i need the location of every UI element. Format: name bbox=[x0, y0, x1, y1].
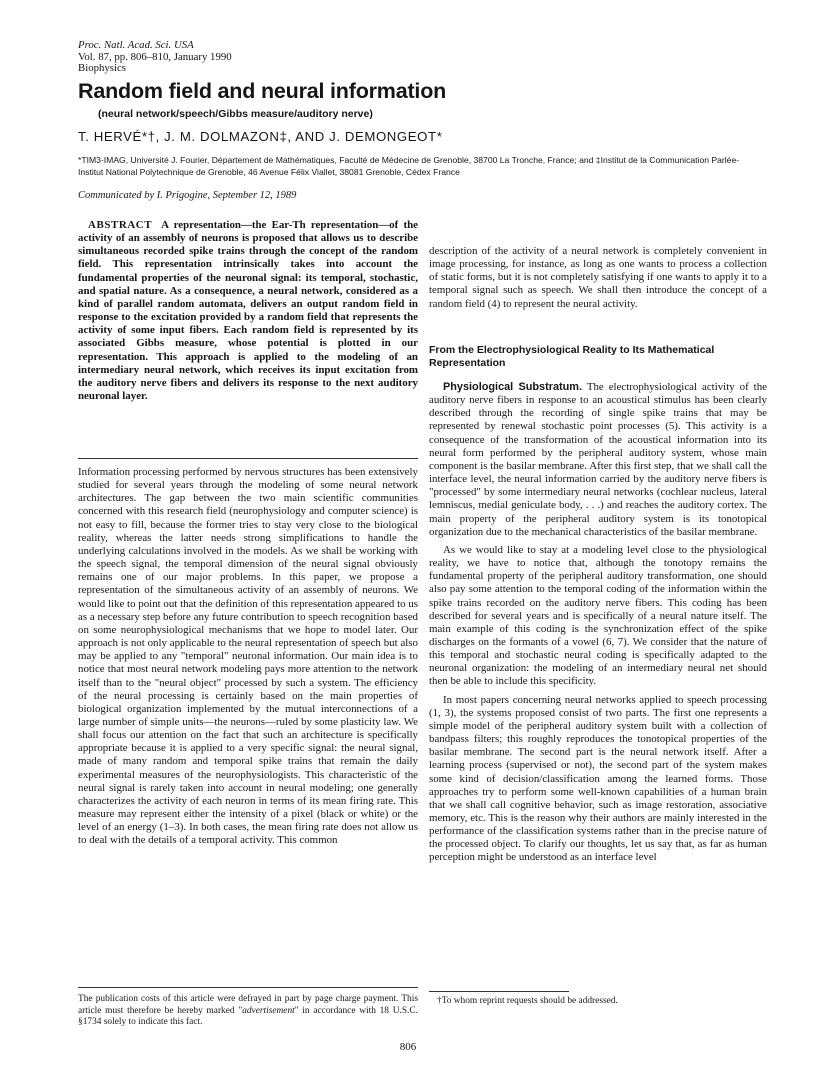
publication-note-text: The publication costs of this article were defrayed in part by page charge payment. This article must therefore be hereby marked " bbox=[78, 994, 418, 1016]
publication-note-text-end: " in accordance with 18 U.S.C. §1734 solely to indicate this fact. bbox=[78, 1005, 418, 1027]
journal-name: Proc. Natl. Acad. Sci. USA bbox=[78, 39, 194, 51]
abstract-label: ABSTRACT bbox=[88, 219, 153, 231]
volume-info: Vol. 87, pp. 806–810, January 1990 bbox=[78, 50, 232, 63]
footnote-divider-right bbox=[429, 991, 569, 992]
affiliation: *TIM3-IMAG, Université J. Fourier, Département de Mathématiques, Faculté de Médecine de Grenoble, 38700 La Tronche, France; and ‡Institut de la Communication Parlée-Institut National Polytechnique de Grenoble, 46 Avenue Félix Viallet, 38081 Grenoble, Cédex France bbox=[78, 155, 740, 177]
journal-header bbox=[78, 40, 232, 75]
section-label: Biophysics bbox=[78, 62, 126, 75]
right-column-top bbox=[429, 245, 767, 311]
physiological-paragraph bbox=[429, 381, 767, 539]
right-top-paragraph: description of the activity of a neural network is completely convenient in image processing, for instance, as long as one wants to process a collection of static forms, but it is not completely satisfying if one wants to apply it to a temporal signal such as speech. We shall then introduce the concept of a random field (4) to represent the neural activity. bbox=[429, 245, 767, 310]
article-title: Random field and neural information bbox=[78, 79, 447, 103]
intro-paragraph: Information processing performed by nervous structures has been extensively studied for several years through the modeling of some neural network architectures. The gap between the two main scientific communities concerned with this research field (neurophysiology and computer science) is not easy to fill, because the former tries to stay very close to the biological reality, whereas the latter needs strong simplifications to handle the underlying calculations involved in the models. As we shall be working with the speech signal, the temporal dimension of the neural signal obviously remains one of our major problems. In this paper, we propose a representation of the simultaneous activity of an assembly of neurons. We would like to point out that the definition of this representation appeared to us as a necessary step before any future contribution to speech recognition based on some neurophysiological mechanisms that we hope to model later. Our approach is not only applicable to the neural representation of speech but also may be applied to any "temporal" neuronal information. Our main idea is to notice that most neural network modeling pays more attention to the network itself than to the "neural object" processed by such a system. The efficiency of the neural processing is certainly based on the main properties of biological organization implemented by the mutual interconnections of a large number of simple units—the neurons—ruled by some plasticity law. We shall focus our attention on the fact that such an architecture is specifically appropriate because it is applied to a very specific signal: the neural signal, made of many random and temporal spike trains that remain the daily experimental measures of the neurophysiologists. This characteristic of the neural signal is rarely taken into account in neural modeling; one generally characterizes the activity of each neuron in terms of its mean firing rate. This measure may represent either the intensity of a pixel (black or white) or the level of an energy (1–3). In both cases, the mean firing rate does not allow us to deal with the details of a temporal activity. This common bbox=[78, 466, 418, 847]
authors: T. HERVÉ*†, J. M. DOLMAZON‡, AND J. DEMONGEOT* bbox=[78, 129, 443, 144]
communicated-by: Communicated by I. Prigogine, September 12, 1989 bbox=[78, 190, 297, 201]
abstract-divider bbox=[78, 458, 418, 459]
footnote-divider-left bbox=[78, 987, 418, 988]
body-paragraph-3: In most papers concerning neural networks applied to speech processing (1, 3), the systems proposed consist of two parts. The first one represents a simple model of the peripheral auditory system built with a collection of bandpass filters; this roughly reproduces the tonotopical properties of the basilar membrane. The second part is the neural network itself. After a learning process (supervised or not), the second part of the system makes some kind of decision/classification among the learned forms. Those approaches try to perform some well-known capabilities of a human brain that we shall call cognitive behavior, such as image restoration, associative memory, etc. This is the reason why their authors are mainly interested in the performance of the classification systems rather than in the precise nature of the processed object. To clarify our thoughts, let us say that, as far as human perception might be understood as an interface level bbox=[429, 693, 767, 864]
page-number: 806 bbox=[399, 1041, 417, 1053]
keywords: (neural network/speech/Gibbs measure/auditory nerve) bbox=[98, 108, 373, 120]
reprint-footnote: †To whom reprint requests should be addressed. bbox=[437, 996, 618, 1006]
right-column-body bbox=[429, 381, 767, 865]
introduction bbox=[78, 466, 418, 848]
abstract bbox=[78, 219, 418, 403]
physiological-text: The electrophysiological activity of the auditory nerve fibers in response to an acoustical stimulus has been clearly described through the recording of single spike trains that may be represented by renewal stochastic point processes (5). This activity is a consequence of the transformation of the acoustical information into its neural form performed by the peripheral auditory system, whose main component is the basilar membrane. After this first step, that we shall call the interface level, the neural information carried by the auditory nerve fibers is "processed" by some intermediary neural networks (cochlear nucleus, lateral lemniscus, medial geniculate body, . . .) and reaches the auditory cortex. The main property of the peripheral auditory system is its tonotopical organization due to the mechanical characteristics of the basilar membrane. bbox=[429, 381, 767, 538]
body-paragraph-2: As we would like to stay at a modeling level close to the physiological reality, we have to notice that, although the tonotopy remains the fundamental property of the peripheral auditory transformation, one should also pay some attention to the temporal coding of the information within the spike trains recorded on the auditory nerve fibers. This coding has been described for several years and is specifically of a neural nature itself. The main example of this coding is the synchronization effect of the spike discharges on the formants of a vowel (6, 7). We consider that the nature of this temporal and stochastic neural coding is specifically adapted to the neuronal organization: the modeling of an intermediary neural net should then be able to include this specificity. bbox=[429, 543, 767, 688]
publication-note-advertisement: advertisement bbox=[242, 1005, 295, 1016]
physiological-subhead: Physiological Substratum. bbox=[443, 381, 583, 393]
publication-note bbox=[78, 994, 418, 1029]
section-heading: From the Electrophysiological Reality to Its Mathematical Representation bbox=[429, 344, 715, 369]
abstract-text: A representation—the Ear-Th representation—of the activity of an assembly of neurons is proposed that allows us to describe simultaneous recorded spike trains through the concept of the random field. This representation intrinsically takes into account the fundamental properties of the neuronal signal: its temporal, stochastic, and spatial nature. As a consequence, a neural network, considered as a kind of parallel random automata, delivers an output random field in response to the excitation provided by a random field that represents the activity of some input fibers. Each random field is represented by its associated Gibbs measure, whose potential is plotted in our representation. This approach is applied to the modeling of an intermediary neural network, which receives its input excitation from the auditory nerve fibers and delivers its response to the next auditory neuronal layer. bbox=[78, 219, 418, 403]
